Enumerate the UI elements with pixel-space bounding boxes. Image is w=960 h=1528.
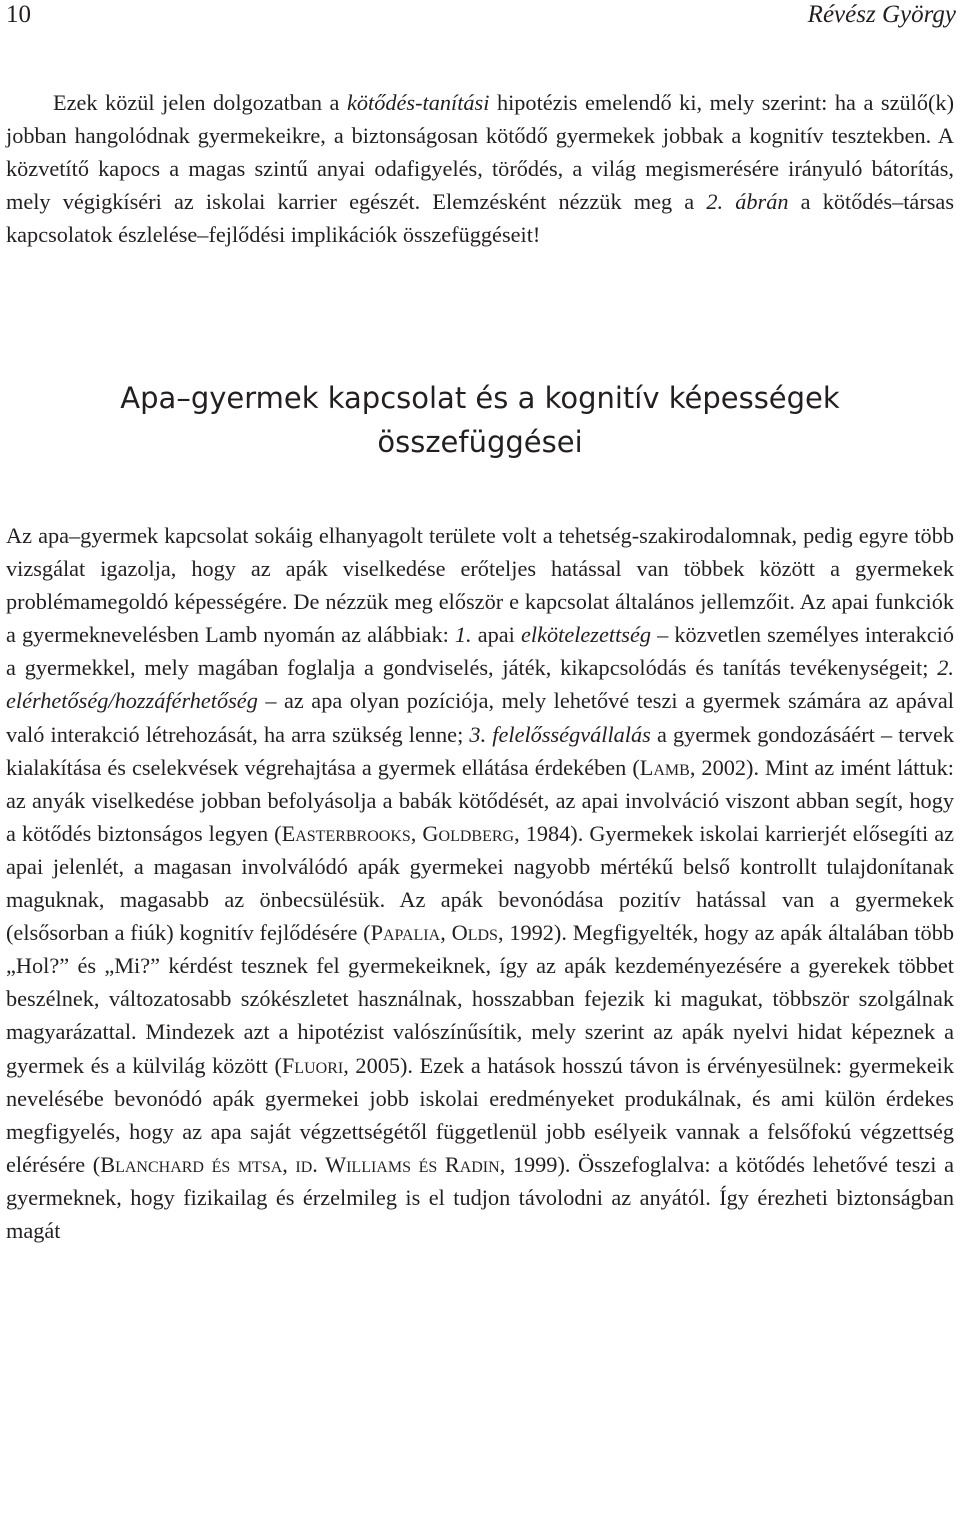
- citation-author: Easterbrooks: [281, 820, 411, 846]
- text-span: – közvetlen személyes interakció a gyermekkel, mely magában foglalja a gondviselés, játék, kikapcsolódás és tanítás tevékenységeit;: [6, 622, 954, 681]
- section-heading-line-2: összefüggései: [377, 425, 583, 459]
- text-span: a kötődés–társas kapcsolatok észlelése–fejlődési implikációk összefüggéseit!: [6, 189, 954, 248]
- figure-reference: 2. ábrán: [706, 189, 789, 215]
- text-span: hipotézis emelendő ki, mely szerint: ha a szülő(k) jobban hangolódnak gyermekeikre, a biztonságosan kötődő gyermekek jobbak a kognitív tesztekben. A közvetítő kapocs a magas szintű anyai odafigyelés, törődés, a világ megismerésére irányuló bátorítás, mely végigkíséri az iskolai karrier egészét. Elemzésként nézzük meg a: [6, 90, 954, 215]
- running-head: [0, 0, 960, 36]
- paragraph-father-child: [6, 519, 954, 1247]
- running-head-author: Révész György: [807, 1, 956, 28]
- page-number: 10: [6, 1, 31, 28]
- text-span: a gyermek gondozásáért – tervek kialakítása és cselekvések végrehajtása a gyermek ellátása érdekében (: [6, 721, 954, 780]
- text-span: apai: [471, 622, 521, 648]
- text-span: – az apa olyan pozíciója, mely lehetővé teszi a gyermek számára az apával való interakció létrehozását, ha arra szükség lenne;: [6, 688, 954, 747]
- paragraph-intro: [6, 86, 954, 251]
- citation-author: Olds: [451, 920, 498, 946]
- italic-term: elkötelezettség: [520, 622, 651, 648]
- citation-author: Blanchard és mtsa, id. Williams és Radin: [100, 1151, 500, 1177]
- section-heading: [60, 376, 900, 464]
- text-span: , 1984). Gyermekek iskolai karrierjét elősegíti az apai jelenlét, a magasan involválódó apák gyermekei nagyobb mértékű belső kontrollt tulajdonítanak maguknak, magasabb az önbecsülésük. Az apák bevonódása pozitív hatással van a gyermekek (elsősorban a fiúk) kognitív fejlődésére (: [6, 820, 954, 946]
- italic-term: 3. felelősségvállalás: [469, 721, 651, 747]
- citation-author: Fluori: [281, 1052, 344, 1078]
- text-span: , 1999). Összefoglalva: a kötődés lehetővé teszi a gyermeknek, hogy fizikailag és érzelmileg is el tudjon távolodni az anyától. Így érezheti biztonságban magát: [6, 1151, 954, 1243]
- text-span: Az apa–gyermek kapcsolat sokáig elhanyagolt területe volt a tehetség-szakirodalomnak, pedig egyre több vizsgálat igazolja, hogy az apák viselkedése erőteljes hatással van többek között a gyermekek problémamegoldó képességére. De nézzük meg először e kapcsolat általános jellemzőit. Az apai funkciók a gyermeknevelésben Lamb nyomán az alábbiak:: [6, 523, 954, 648]
- citation-author: Goldberg: [422, 820, 515, 846]
- citation-author: Papalia: [370, 920, 441, 946]
- text-span: ,: [410, 820, 423, 846]
- text-span: , 2002). Mint az imént láttuk: az anyák viselkedése jobban befolyásolja a babák kötődését, az apai involváció viszont abban segít, hogy a kötődés biztonságos legyen (: [6, 754, 954, 846]
- text-span: ,: [440, 920, 452, 946]
- section-heading-line-1: Apa–gyermek kapcsolat és a kognitív képességek: [120, 381, 840, 415]
- citation-author: Lamb: [639, 754, 690, 780]
- text-span: , 2005). Ezek a hatások hosszú távon is érvényesülnek: gyermekeik nevelésébe bevonódó apák gyermekei jobb iskolai eredményeket produkálnak, és ami külön érdekes megfigyelés, hogy az apa saját végzettségétől függetlenül jobb esélyeik vannak a felsőfokú végzettség elérésére (: [6, 1052, 954, 1177]
- text-span: , 1992). Megfigyelték, hogy az apák általában több „Hol?” és „Mi?” kérdést tesznek fel gyermekeiknek, így az apák kezdeményezésére a gyerekek többet beszélnek, változatosabb szókészletet használnak, hosszabban fejezik ki magukat, többször szolgálnak magyarázattal. Mindezek azt a hipotézist valószínűsítik, mely szerint az apák nyelvi hidat képeznek a gyermek és a külvilág között (: [6, 920, 954, 1078]
- text-span: Ezek közül jelen dolgozatban a: [53, 90, 347, 115]
- italic-term: 1.: [454, 622, 472, 648]
- italic-term: kötődés-tanítási: [346, 90, 490, 115]
- italic-term: 2. elérhetőség/hozzáférhetőség: [6, 655, 954, 714]
